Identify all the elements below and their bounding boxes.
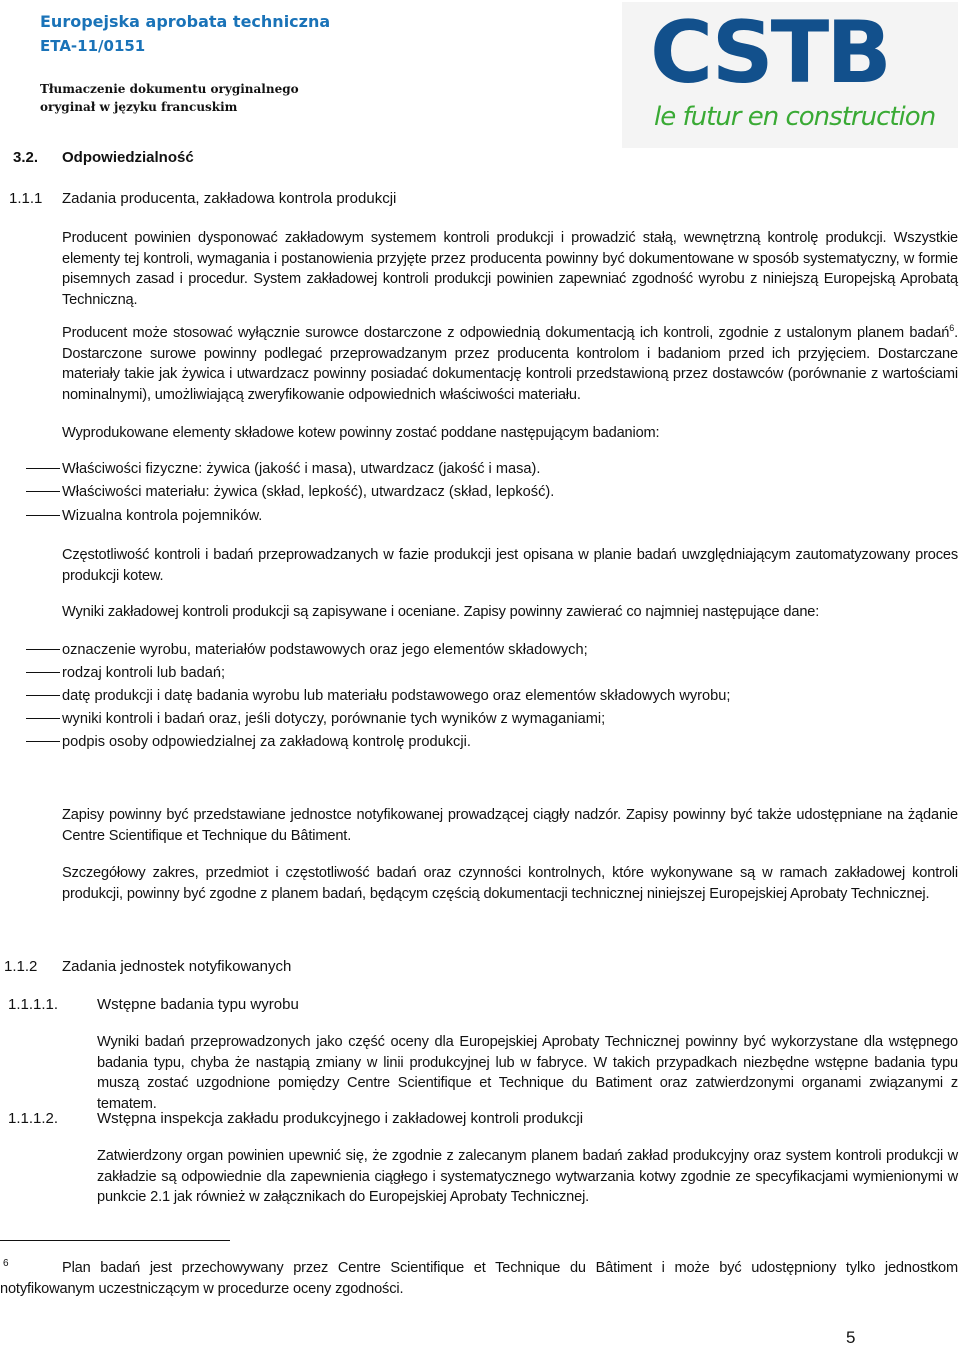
list-item: podpis osoby odpowiedzialnej za zakładową kontrolę produkcji. xyxy=(62,734,471,750)
paragraph: Wyniki badań przeprowadzonych jako część oceny dla Europejskiej Aprobaty Technicznej powinny być wykorzystane dla wstępnego badania typu, chyba że nastąpią zmiany w linii produkcyjnej lub w fabryce. W takich przypadkach niezbędne wstępne badania typu muszą zostać uzgodnione pomiędzy Centre Scientifique et Technique du Batiment oraz zatwierdzonymi organami związanymi z tematem. xyxy=(97,1034,958,1112)
list-item: wyniki kontroli i badań oraz, jeśli dotyczy, porównanie tych wyników z wymaganiami; xyxy=(62,711,606,727)
list-dash xyxy=(26,672,60,673)
paragraph: Zatwierdzony organ powinien upewnić się, że zgodnie z zalecanym planem badań zakład produkcyjny oraz system kontroli produkcji w zakładzie są odpowiednie dla zapewnienia ciągłego i systematycznego wytwarzania kotwy zgodnie ze specyfikacjami wymienionymi w punkcie 2.1 jak również w załącznikach do Europejskiej Aprobaty Technicznej. xyxy=(97,1148,958,1205)
paragraph xyxy=(62,323,958,405)
list-dash xyxy=(26,718,60,719)
list-item: datę produkcji i datę badania wyrobu lub materiału podstawowego oraz elementów składowych wyrobu; xyxy=(62,688,731,704)
translation-note: Tłumaczenie dokumentu oryginalnego xyxy=(40,82,299,96)
list-item: Wizualna kontrola pojemników. xyxy=(62,508,263,524)
logo-wordmark: CSTB xyxy=(650,3,889,103)
section-title: Odpowiedzialność xyxy=(62,149,194,166)
subsection-number: 1.1.2 xyxy=(4,958,38,975)
list-dash xyxy=(26,695,60,696)
original-language-note: oryginał w języku francuskim xyxy=(40,100,238,114)
logo-tagline: le futur en construction xyxy=(654,102,936,132)
eta-number: ETA-11/0151 xyxy=(40,37,146,55)
paragraph: Producent powinien dysponować zakładowym systemem kontroli produkcji i prowadzić stałą, wewnętrzną kontrolę produkcji. Wszystkie elementy tej kontroli, wymagania i postanowienia przyjęte przez producenta powinny być dokumentowane w sposób systematyczny, w formie pisemnych zasad i procedur. System zakładowej kontroli produkcji powinien zapewniać zgodność wyrobu z niniejszą Europejską Aprobatą Techniczną. xyxy=(62,230,958,308)
paragraph: Szczegółowy zakres, przedmiot i częstotliwość badań oraz czynności kontrolnych, które wykonywane są w ramach zakładowej kontroli produkcji, powinny być zgodne z planem badań, będącym częścią dokumentacji technicznej niniejszej Europejskiej Aprobaty Technicznej. xyxy=(62,865,958,902)
list-item: oznaczenie wyrobu, materiałów podstawowych oraz jego elementów składowych; xyxy=(62,642,588,658)
paragraph: Zapisy powinny być przedstawiane jednostce notyfikowanej prowadzącej ciągły nadzór. Zapisy powinny być także udostępniane na żądanie Centre Scientifique et Technique du Bâtiment. xyxy=(62,807,958,844)
footnote-text: Plan badań jest przechowywany przez Centre Scientifique et Technique du Bâtiment i może być udostępniony tylko jednostkom notyfikowanym uczestniczącym w procedurze oceny zgodności. xyxy=(0,1260,958,1297)
paragraph: Wyprodukowane elementy składowe kotew powinny zostać poddane następującym badaniom: xyxy=(62,425,660,441)
subsection-title: Zadania producenta, zakładowa kontrola produkcji xyxy=(62,190,397,207)
page-number: 5 xyxy=(846,1328,856,1347)
subsection-number: 1.1.1.2. xyxy=(8,1110,59,1127)
list-item: Właściwości fizyczne: żywica (jakość i masa), utwardzacz (jakość i masa). xyxy=(62,461,541,477)
paragraph: Częstotliwość kontroli i badań przeprowadzanych w fazie produkcji jest opisana w planie badań uwzględniającym zautomatyzowany proces produkcji kotew. xyxy=(62,547,958,584)
subsection-number: 1.1.1 xyxy=(9,190,43,207)
footnote-reference: 6 xyxy=(949,323,955,334)
subsection-title: Wstępne badania typu wyrobu xyxy=(97,996,299,1013)
subsection-title: Zadania jednostek notyfikowanych xyxy=(62,958,292,975)
list-dash xyxy=(26,491,60,492)
list-dash xyxy=(26,741,60,742)
list-dash xyxy=(26,515,60,516)
footnote-mark: 6 xyxy=(3,1258,9,1269)
section-number: 3.2. xyxy=(13,149,39,166)
list-item: Właściwości materiału: żywica (skład, lepkość), utwardzacz (skład, lepkość). xyxy=(62,484,555,500)
list-dash xyxy=(26,468,60,469)
footnote-divider xyxy=(0,1240,230,1241)
list-item: rodzaj kontroli lub badań; xyxy=(62,665,226,681)
document-title: Europejska aprobata techniczna xyxy=(40,12,331,31)
cstb-logo xyxy=(622,2,958,148)
subsection-number: 1.1.1.1. xyxy=(8,996,59,1013)
subsection-title: Wstępna inspekcja zakładu produkcyjnego i zakładowej kontroli produkcji xyxy=(97,1110,584,1127)
list-dash xyxy=(26,649,60,650)
paragraph: Wyniki zakładowej kontroli produkcji są zapisywane i oceniane. Zapisy powinny zawierać co najmniej następujące dane: xyxy=(62,604,820,620)
paragraph-text: Producent może stosować wyłącznie surowce dostarczone z odpowiednią dokumentacją ich kontroli, zgodnie z ustalonym planem badań xyxy=(62,325,950,341)
paragraph-text: . Dostarczone surowe powinny podlegać przeprowadzanym przez producenta kontrolom i badaniom przed ich przyjęciem. Dostarczane materiały takie jak żywica i utwardzacz powinny posiadać dokumentację kontroli przedstawioną przez dostawców (porównanie z wartościami nominalnymi), umożliwiającą zweryfikowanie odpowiednich właściwości materiału. xyxy=(62,325,958,403)
